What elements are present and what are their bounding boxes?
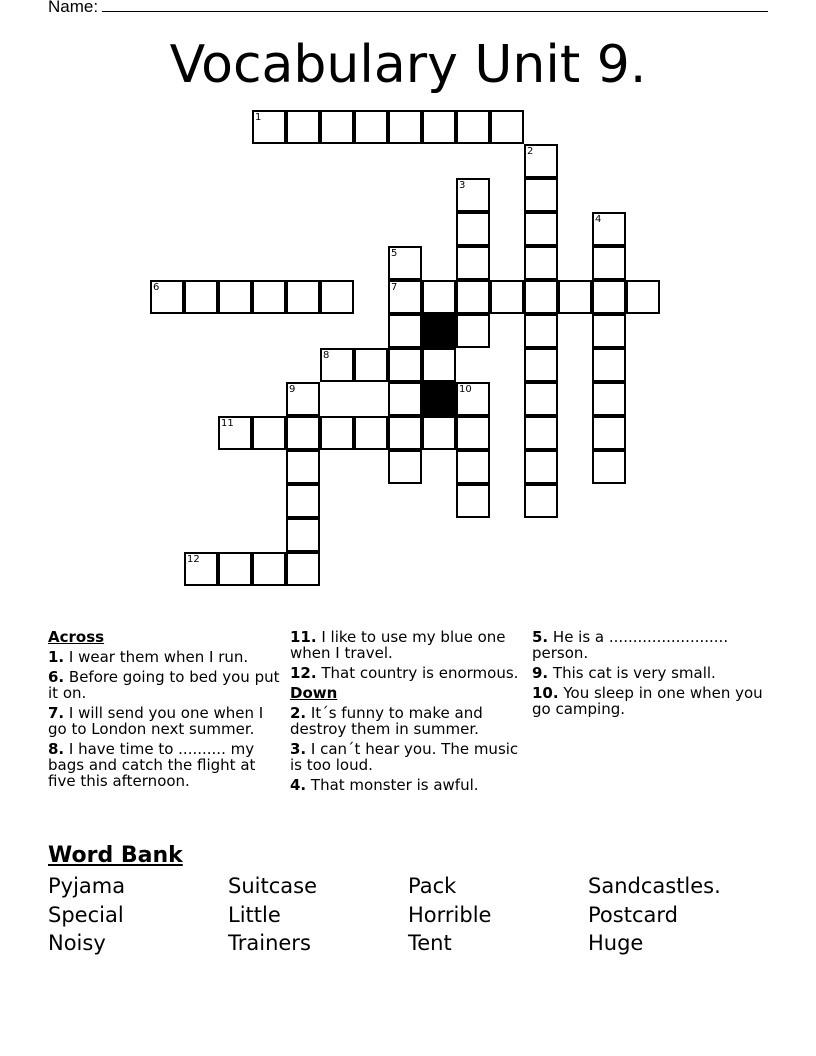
black-cell — [422, 314, 456, 348]
crossword-cell[interactable] — [456, 450, 490, 484]
crossword-cell[interactable] — [592, 314, 626, 348]
crossword-cell[interactable] — [422, 110, 456, 144]
crossword-cell-2[interactable] — [524, 144, 558, 178]
clue-across-11: 11. I like to use my blue one when I travel. — [290, 628, 506, 662]
word-bank-item: Little — [228, 902, 281, 927]
crossword-cell[interactable] — [524, 314, 558, 348]
crossword-cell[interactable] — [626, 280, 660, 314]
clue-number: 9 — [289, 384, 296, 395]
word-bank — [48, 872, 768, 958]
crossword-cell[interactable] — [252, 552, 286, 586]
clue-number: 11 — [221, 418, 234, 429]
crossword-cell-10[interactable] — [456, 382, 490, 416]
word-bank-item: Sandcastles. — [588, 874, 721, 898]
crossword-cell[interactable] — [456, 246, 490, 280]
word-bank-item: Pack — [408, 874, 457, 898]
crossword-cell[interactable] — [422, 348, 456, 382]
clue-down-3: 3. I can´t hear you. The music is too loud. — [290, 740, 519, 774]
crossword-cell[interactable] — [286, 110, 320, 144]
crossword-cell[interactable] — [524, 416, 558, 450]
crossword-cell[interactable] — [456, 416, 490, 450]
crossword-cell[interactable] — [524, 450, 558, 484]
crossword-cell-11[interactable] — [218, 416, 252, 450]
clue-across-1: 1. I wear them when I run. — [48, 648, 249, 666]
clues-column-3 — [532, 629, 768, 721]
clue-number: 5 — [391, 248, 398, 259]
crossword-cell-12[interactable] — [184, 552, 218, 586]
word-bank-item: Tent — [408, 931, 452, 955]
crossword-cell[interactable] — [388, 450, 422, 484]
crossword-cell[interactable] — [354, 110, 388, 144]
name-field[interactable] — [48, 0, 768, 17]
clue-across-12: 12. That country is enormous. — [290, 664, 519, 682]
crossword-cell-8[interactable] — [320, 348, 354, 382]
crossword-cell[interactable] — [490, 280, 524, 314]
crossword-cell[interactable] — [320, 416, 354, 450]
crossword-cell[interactable] — [456, 212, 490, 246]
clue-number: 12 — [187, 554, 200, 565]
clue-number: 4 — [595, 214, 602, 225]
crossword-cell[interactable] — [286, 552, 320, 586]
crossword-cell[interactable] — [252, 416, 286, 450]
crossword-cell[interactable] — [388, 382, 422, 416]
crossword-cell[interactable] — [592, 280, 626, 314]
crossword-cell-6[interactable] — [150, 280, 184, 314]
clue-number: 8 — [323, 350, 330, 361]
word-bank-item: Suitcase — [228, 874, 317, 898]
clues-column-1 — [48, 629, 284, 793]
crossword-cell[interactable] — [388, 348, 422, 382]
crossword-cell[interactable] — [286, 280, 320, 314]
crossword-cell[interactable] — [252, 280, 286, 314]
down-heading: Down — [290, 684, 338, 702]
word-bank-item: Huge — [588, 931, 644, 955]
crossword-cell[interactable] — [592, 348, 626, 382]
clue-down-10: 10. You sleep in one when you go camping. — [532, 684, 763, 718]
crossword-cell[interactable] — [286, 484, 320, 518]
crossword-cell[interactable] — [320, 110, 354, 144]
black-cell — [422, 382, 456, 416]
clue-number: 7 — [391, 282, 398, 293]
crossword-cell[interactable] — [320, 280, 354, 314]
clue-across-8: 8. I have time to .......... my bags and catch the flight at five this afternoon. — [48, 740, 256, 790]
crossword-cell[interactable] — [388, 314, 422, 348]
crossword-cell[interactable] — [184, 280, 218, 314]
crossword-cell[interactable] — [524, 280, 558, 314]
word-bank-title: Word Bank — [48, 843, 183, 868]
word-bank-item: Special — [48, 902, 124, 927]
crossword-cell[interactable] — [490, 110, 524, 144]
crossword-cell[interactable] — [354, 348, 388, 382]
clue-down-9: 9. This cat is very small. — [532, 664, 716, 682]
clue-down-2: 2. It´s funny to make and destroy them in summer. — [290, 704, 483, 738]
crossword-cell-1[interactable] — [252, 110, 286, 144]
crossword-cell[interactable] — [286, 518, 320, 552]
crossword-cell[interactable] — [354, 416, 388, 450]
clue-down-4: 4. That monster is awful. — [290, 776, 479, 794]
crossword-cell[interactable] — [388, 416, 422, 450]
clue-number: 2 — [527, 146, 534, 157]
clue-number: 1 — [255, 112, 262, 123]
crossword-cell[interactable] — [218, 280, 252, 314]
crossword-cell[interactable] — [592, 416, 626, 450]
crossword-cell[interactable] — [592, 246, 626, 280]
crossword-cell[interactable] — [286, 416, 320, 450]
crossword-cell[interactable] — [558, 280, 592, 314]
word-bank-item: Trainers — [228, 931, 311, 955]
crossword-cell[interactable] — [592, 450, 626, 484]
clues-column-2 — [290, 629, 526, 797]
crossword-cell-7[interactable] — [388, 280, 422, 314]
name-label: Name: — [48, 0, 99, 16]
crossword-cell-5[interactable] — [388, 246, 422, 280]
word-bank-item: Pyjama — [48, 874, 126, 898]
clue-number: 10 — [459, 384, 472, 395]
crossword-cell[interactable] — [286, 450, 320, 484]
name-blank-line[interactable] — [102, 0, 768, 12]
crossword-cell[interactable] — [218, 552, 252, 586]
clue-number: 3 — [459, 180, 466, 191]
crossword-cell[interactable] — [456, 110, 490, 144]
word-bank-item: Postcard — [588, 902, 678, 927]
crossword-cell-9[interactable] — [286, 382, 320, 416]
across-heading: Across — [48, 628, 105, 646]
crossword-cell-4[interactable] — [592, 212, 626, 246]
crossword-cell[interactable] — [524, 348, 558, 382]
clue-across-6: 6. Before going to bed you put it on. — [48, 668, 280, 702]
page-title: Vocabulary Unit 9. — [169, 35, 647, 95]
crossword-cell[interactable] — [422, 280, 456, 314]
crossword-cell[interactable] — [592, 382, 626, 416]
word-bank-item: Noisy — [48, 931, 106, 955]
word-bank-item: Horrible — [408, 902, 492, 927]
crossword-cell[interactable] — [456, 280, 490, 314]
crossword-cell[interactable] — [524, 178, 558, 212]
crossword-cell[interactable] — [456, 314, 490, 348]
crossword-cell[interactable] — [422, 416, 456, 450]
clue-number: 6 — [153, 282, 160, 293]
crossword-cell[interactable] — [524, 484, 558, 518]
clue-down-5: 5. He is a ......................... person. — [532, 628, 729, 662]
crossword-cell[interactable] — [388, 110, 422, 144]
crossword-cell[interactable] — [524, 382, 558, 416]
crossword-cell[interactable] — [524, 246, 558, 280]
crossword-cell[interactable] — [524, 212, 558, 246]
crossword-grid — [151, 111, 695, 587]
crossword-cell-3[interactable] — [456, 178, 490, 212]
clue-across-7: 7. I will send you one when I go to London next summer. — [48, 704, 264, 738]
crossword-cell[interactable] — [456, 484, 490, 518]
